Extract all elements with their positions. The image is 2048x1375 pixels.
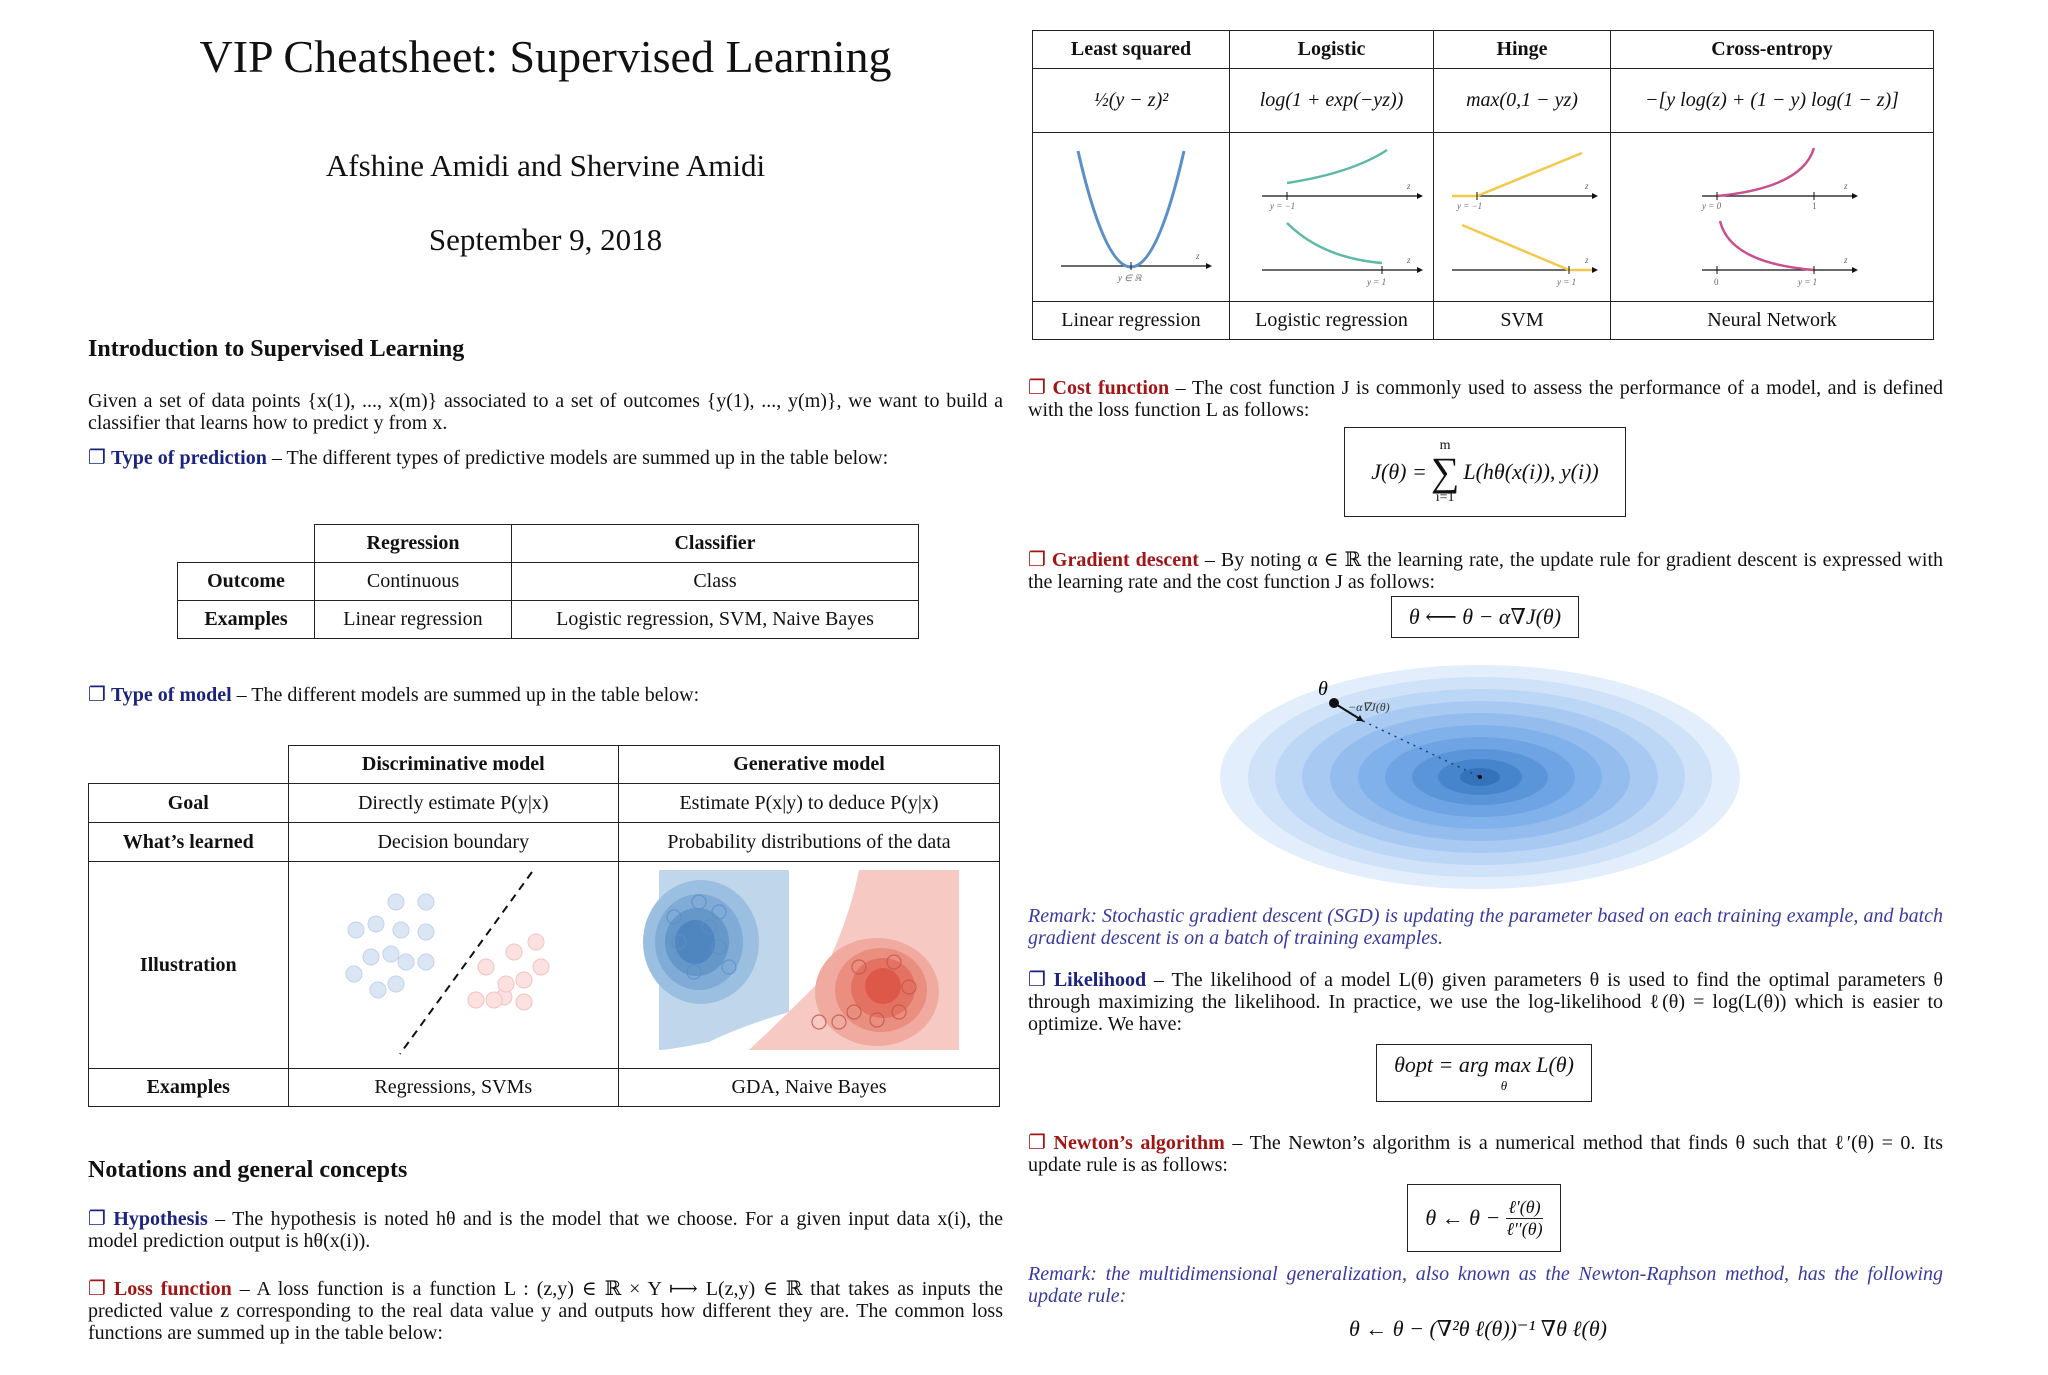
- newton-paragraph: [1028, 1131, 1943, 1176]
- gradient-descent-paragraph: [1028, 548, 1943, 593]
- loss-formula: ½(y − z)²: [1033, 69, 1230, 133]
- checkbox-icon: ❐: [1028, 375, 1046, 399]
- theta-label: θ: [1318, 678, 1328, 700]
- loss-model: Neural Network: [1611, 302, 1934, 340]
- axis-label: y = 0: [1702, 201, 1722, 211]
- hinge-plot-cell: [1434, 133, 1611, 302]
- newton-heading: Newton’s algorithm: [1053, 1132, 1225, 1154]
- tick-label: 0: [1714, 277, 1719, 287]
- formula-lhs: θ ← θ −: [1425, 1205, 1501, 1230]
- model-cell: Directly estimate P(y|x): [288, 784, 618, 823]
- type-of-prediction-paragraph: [88, 446, 1003, 469]
- prediction-cell: Logistic regression, SVM, Naive Bayes: [512, 601, 919, 639]
- type-of-prediction-heading: Type of prediction: [110, 447, 267, 469]
- loss-col-header: Hinge: [1434, 31, 1611, 69]
- axis-label-z: z: [1585, 181, 1589, 191]
- axis-label-z: z: [1585, 255, 1589, 265]
- axis-label: y = 1: [1798, 277, 1818, 287]
- cost-function-heading: Cost function: [1052, 377, 1170, 399]
- type-of-model-paragraph: [88, 683, 1003, 706]
- model-row-label: Illustration: [89, 862, 289, 1069]
- fraction-numerator: ℓ′(θ): [1508, 1196, 1541, 1217]
- hypothesis-heading: Hypothesis: [113, 1208, 208, 1230]
- summation: [1431, 438, 1460, 506]
- axis-label: y = −1: [1269, 201, 1295, 211]
- sum-lower: i=1: [1435, 490, 1455, 505]
- least-squared-plot-cell: [1033, 133, 1230, 302]
- cross-entropy-plot: [1612, 133, 1932, 295]
- tick-label: 1: [1812, 201, 1817, 211]
- loss-model: SVM: [1434, 302, 1611, 340]
- axis-label-z: z: [1844, 255, 1848, 265]
- gradient-descent-heading: Gradient descent: [1051, 549, 1199, 571]
- type-of-prediction-text: – The different types of predictive models are summed up in the table below:: [266, 447, 889, 469]
- model-col-header: Discriminative model: [288, 746, 618, 784]
- axis-label-z: z: [1196, 251, 1200, 261]
- model-cell: Probability distributions of the data: [619, 823, 1000, 862]
- model-cell: GDA, Naive Bayes: [619, 1069, 1000, 1107]
- prediction-cell: Continuous: [315, 563, 512, 601]
- generative-illustration-cell: [619, 862, 1000, 1069]
- least-squared-plot: [1036, 133, 1226, 295]
- date: September 9, 2018: [428, 222, 663, 257]
- loss-function-text: – A loss function is a function L : (z,y) ∈ ℝ × Y ⟼ L(z,y) ∈ ℝ that takes as inputs the predicted value z corresponding to the real data value y and outputs how different they are. The common loss functions are summed up in the table below:: [88, 1278, 1004, 1344]
- gradient-step-label: −α∇J(θ): [1348, 700, 1390, 714]
- type-of-model-text: – The different models are summed up in the table below:: [231, 684, 700, 706]
- newton-remark: Remark: the multidimensional generalization, also known as the Newton-Raphson method, has the following update rule:: [1028, 1263, 1943, 1307]
- newton-formula: [1407, 1184, 1561, 1252]
- section-intro-title: Introduction to Supervised Learning: [88, 336, 465, 362]
- cost-function-paragraph: [1028, 376, 1943, 421]
- loss-model: Linear regression: [1033, 302, 1230, 340]
- authors: Afshine Amidi and Shervine Amidi: [325, 148, 766, 183]
- model-cell: Decision boundary: [288, 823, 618, 862]
- gradient-descent-illustration: [1218, 665, 1758, 895]
- discriminative-illustration: [296, 862, 610, 1062]
- likelihood-paragraph: [1028, 968, 1943, 1035]
- loss-formula: max(0,1 − yz): [1434, 69, 1611, 133]
- formula-subscript: θ: [1500, 1078, 1508, 1093]
- likelihood-formula: [1376, 1044, 1592, 1102]
- newton-raphson-formula: θ ← θ − (∇²θ ℓ(θ))⁻¹ ∇θ ℓ(θ): [1349, 1316, 1607, 1341]
- axis-label: y = −1: [1457, 201, 1483, 211]
- fraction-denominator: ℓ′′(θ): [1506, 1218, 1543, 1239]
- model-cell: Regressions, SVMs: [288, 1069, 618, 1107]
- newton-text: – The Newton’s algorithm is a numerical method that finds θ such that ℓ′(θ) = 0. Its update rule is as follows:: [1028, 1132, 1944, 1176]
- sum-upper: m: [1439, 438, 1451, 453]
- formula-rhs: L(hθ(x(i)), y(i)): [1463, 459, 1599, 484]
- hypothesis-paragraph: [88, 1207, 1003, 1252]
- cost-function-text: – The cost function J is commonly used to assess the performance of a model, and is defined with the loss function L as follows:: [1028, 377, 1943, 421]
- checkbox-icon: ❐: [1028, 1130, 1046, 1154]
- formula-lhs: J(θ) =: [1371, 459, 1427, 484]
- checkbox-icon: ❐: [88, 1276, 106, 1300]
- loss-model: Logistic regression: [1230, 302, 1434, 340]
- model-col-header: Generative model: [619, 746, 1000, 784]
- cost-function-formula: [1344, 427, 1626, 517]
- loss-function-paragraph: [88, 1277, 1003, 1344]
- prediction-row-label: Outcome: [178, 563, 315, 601]
- document-title: VIP Cheatsheet: Supervised Learning: [199, 31, 892, 82]
- model-row-label: Examples: [89, 1069, 289, 1107]
- sgd-remark: Remark: Stochastic gradient descent (SGD) is updating the parameter based on each training example, and batch gradient descent is on a batch of training examples.: [1028, 905, 1943, 949]
- logistic-plot: [1232, 133, 1432, 295]
- loss-formula: log(1 + exp(−yz)): [1230, 69, 1434, 133]
- generative-illustration: [619, 862, 999, 1062]
- checkbox-icon: ❐: [1028, 547, 1046, 571]
- model-cell: Estimate P(x|y) to deduce P(y|x): [619, 784, 1000, 823]
- model-table: [88, 745, 1000, 1107]
- loss-formula: −[y log(z) + (1 − y) log(1 − z)]: [1611, 69, 1934, 133]
- axis-label: y ∈ ℝ: [1118, 273, 1142, 283]
- gradient-descent-formula: θ ⟵ θ − α∇J(θ): [1391, 596, 1579, 638]
- type-of-model-heading: Type of model: [110, 684, 232, 706]
- prediction-cell: Class: [512, 563, 919, 601]
- checkbox-icon: ❐: [88, 682, 106, 706]
- section-notations-title: Notations and general concepts: [88, 1157, 408, 1183]
- gradient-descent-text: – By noting α ∈ ℝ the learning rate, the update rule for gradient descent is expressed with the learning rate and the cost function J as follows:: [1028, 549, 1944, 593]
- prediction-col-header: Regression: [315, 525, 512, 563]
- loss-col-header: Logistic: [1230, 31, 1434, 69]
- model-row-label: Goal: [89, 784, 289, 823]
- loss-table: [1032, 30, 1934, 340]
- checkbox-icon: ❐: [1028, 967, 1046, 991]
- axis-label-z: z: [1844, 181, 1848, 191]
- intro-given-text: Given a set of data points {x(1), ..., x(m)} associated to a set of outcomes {y(1), ..., y(m)}, we want to build a classifier that learns how to predict y from x.: [88, 390, 1003, 434]
- checkbox-icon: ❐: [88, 445, 106, 469]
- checkbox-icon: ❐: [88, 1206, 106, 1230]
- loss-col-header: Cross-entropy: [1611, 31, 1934, 69]
- hinge-plot: [1437, 133, 1607, 295]
- prediction-table: [177, 524, 919, 639]
- loss-col-header: Least squared: [1033, 31, 1230, 69]
- hypothesis-text: – The hypothesis is noted hθ and is the model that we choose. For a given input data x(i), the model prediction output is hθ(x(i)).: [88, 1208, 1004, 1252]
- loss-function-heading: Loss function: [113, 1278, 232, 1300]
- likelihood-text: – The likelihood of a model L(θ) given parameters θ is used to find the optimal parameters θ through maximizing the likelihood. In practice, we use the log-likelihood ℓ(θ) = log(L(θ)) which is easier to optimize. We have:: [1028, 969, 1944, 1035]
- formula-main: θopt = arg max L(θ): [1394, 1052, 1574, 1077]
- axis-label: y = 1: [1557, 277, 1577, 287]
- axis-label-z: z: [1406, 255, 1411, 265]
- prediction-col-header: Classifier: [512, 525, 919, 563]
- likelihood-heading: Likelihood: [1053, 969, 1147, 991]
- discriminative-illustration-cell: [288, 862, 618, 1069]
- fraction: [1506, 1197, 1542, 1240]
- logistic-plot-cell: [1230, 133, 1434, 302]
- axis-label-z: z: [1406, 181, 1411, 191]
- prediction-cell: Linear regression: [315, 601, 512, 639]
- sum-symbol: ∑: [1430, 449, 1460, 494]
- axis-label: y = 1: [1366, 277, 1386, 287]
- cross-entropy-plot-cell: [1611, 133, 1934, 302]
- model-row-label: What’s learned: [89, 823, 289, 862]
- prediction-row-label: Examples: [178, 601, 315, 639]
